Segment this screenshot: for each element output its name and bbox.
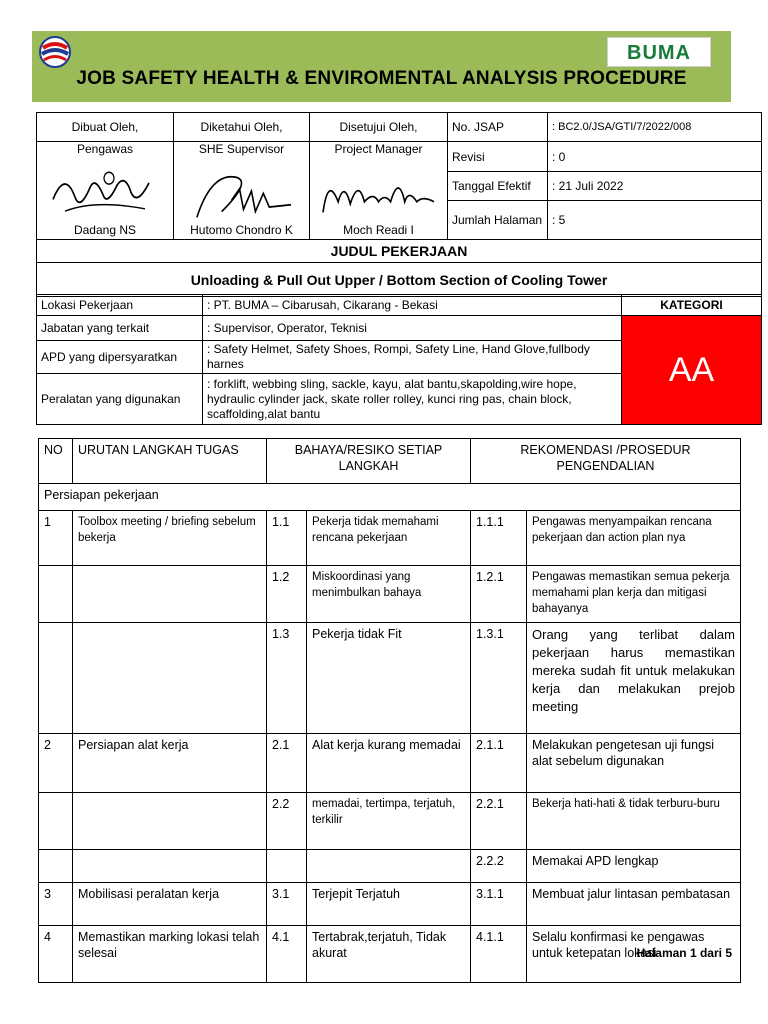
tools-label: Peralatan yang digunakan — [37, 374, 203, 425]
row-no — [39, 566, 73, 623]
positions-label: Jabatan yang terkait — [37, 316, 203, 341]
table-row — [39, 734, 741, 793]
tools-value: : forklift, webbing sling, sackle, kayu, alat bantu,skapolding,wire hope, hydraulic cylinder jack, skate roller rolley, kunci ring pas, chain block, scaffolding,alat bantu — [203, 374, 622, 425]
meta-value: : 5 — [548, 201, 762, 240]
row-control: Pengawas memastikan semua pekerja memahami plan kerja dan mitigasi bahayanya — [527, 566, 741, 623]
meta-label: Tanggal Efektif — [448, 172, 548, 201]
row-hazard-no: 1.3 — [267, 623, 307, 734]
row-no: 1 — [39, 511, 73, 566]
row-step: Memastikan marking lokasi telah selesai — [73, 926, 267, 983]
row-control-no: 4.1.1 — [471, 926, 527, 983]
row-hazard-no: 4.1 — [267, 926, 307, 983]
table-row — [39, 793, 741, 850]
approved-by-role: Project Manager — [334, 142, 423, 156]
row-hazard: Terjepit Terjatuh — [307, 883, 471, 926]
known-by-name: Hutomo Chondro K — [190, 223, 293, 237]
header-band — [32, 31, 731, 102]
page-number: Halaman 1 dari 5 — [636, 946, 732, 960]
row-control: Melakukan pengetesan uji fungsi alat sebelum digunakan — [527, 734, 741, 793]
row-no: 4 — [39, 926, 73, 983]
made-by-label: Dibuat Oleh, — [37, 113, 174, 142]
row-no — [39, 793, 73, 850]
row-hazard: Alat kerja kurang memadai — [307, 734, 471, 793]
details-table — [36, 294, 762, 425]
header-hazard: BAHAYA/RESIKO SETIAP LANGKAH — [267, 439, 471, 484]
category-label: KATEGORI — [622, 295, 762, 316]
positions-value: : Supervisor, Operator, Teknisi — [203, 316, 622, 341]
row-hazard-no: 1.2 — [267, 566, 307, 623]
row-hazard: Tertabrak,terjatuh, Tidak akurat — [307, 926, 471, 983]
meta-label: Jumlah Halaman — [448, 201, 548, 240]
row-hazard: Pekerja tidak Fit — [307, 623, 471, 734]
row-control: Membuat jalur lintasan pembatasan — [527, 883, 741, 926]
meta-value: : BC2.0/JSA/GTI/7/2022/008 — [548, 113, 762, 142]
ppe-value: : Safety Helmet, Safety Shoes, Rompi, Safety Line, Hand Glove,fullbody harnes — [203, 341, 622, 374]
row-hazard: memadai, tertimpa, terjatuh, terkilir — [307, 793, 471, 850]
company-logo-icon — [37, 34, 73, 70]
page-title: JOB SAFETY HEALTH & ENVIROMENTAL ANALYSIS PROCEDURE — [76, 68, 687, 89]
signature-icon — [182, 166, 301, 223]
meta-value: : 21 Juli 2022 — [548, 172, 762, 201]
row-no — [39, 623, 73, 734]
row-no: 2 — [39, 734, 73, 793]
row-control-no: 3.1.1 — [471, 883, 527, 926]
row-hazard-no: 1.1 — [267, 511, 307, 566]
row-hazard: Miskoordinasi yang menimbulkan bahaya — [307, 566, 471, 623]
row-control-no: 2.1.1 — [471, 734, 527, 793]
approved-by-cell — [310, 142, 448, 240]
known-by-label: Diketahui Oleh, — [174, 113, 310, 142]
table-row — [39, 926, 741, 983]
row-control: Pengawas menyampaikan rencana pekerjaan dan action plan nya — [527, 511, 741, 566]
made-by-name: Dadang NS — [73, 223, 137, 237]
section-title: Persiapan pekerjaan — [39, 484, 741, 511]
made-by-cell — [37, 142, 174, 240]
header-control: REKOMENDASI /PROSEDUR PENGENDALIAN — [471, 439, 741, 484]
approved-by-label: Disetujui Oleh, — [310, 113, 448, 142]
row-control: Bekerja hati-hati & tidak terburu-buru — [527, 793, 741, 850]
row-step — [73, 623, 267, 734]
row-control: Memakai APD lengkap — [527, 850, 741, 883]
table-row — [39, 883, 741, 926]
signature-icon — [45, 164, 165, 223]
row-control-no: 2.2.2 — [471, 850, 527, 883]
table-row — [39, 850, 741, 883]
row-step: Mobilisasi peralatan kerja — [73, 883, 267, 926]
row-control-no: 1.2.1 — [471, 566, 527, 623]
location-value: : PT. BUMA – Cibarusah, Cikarang - Bekasi — [203, 295, 622, 316]
job-title-label: JUDUL PEKERJAAN — [37, 240, 762, 263]
row-step: Persiapan alat kerja — [73, 734, 267, 793]
signature-icon — [318, 170, 439, 223]
table-row — [39, 566, 741, 623]
meta-label: Revisi — [448, 142, 548, 172]
approved-by-name: Moch Readi I — [343, 223, 414, 237]
row-step — [73, 850, 267, 883]
row-control-no: 1.1.1 — [471, 511, 527, 566]
row-hazard: Pekerja tidak memahami rencana pekerjaan — [307, 511, 471, 566]
header-no: NO — [39, 439, 73, 484]
brand-logo: BUMA — [607, 37, 711, 67]
header-step: URUTAN LANGKAH TUGAS — [73, 439, 267, 484]
ppe-label: APD yang dipersyaratkan — [37, 341, 203, 374]
row-control-no: 1.3.1 — [471, 623, 527, 734]
row-step — [73, 793, 267, 850]
row-hazard-no: 2.1 — [267, 734, 307, 793]
known-by-role: SHE Supervisor — [198, 142, 285, 156]
table-row — [39, 511, 741, 566]
category-badge: AA — [622, 316, 762, 425]
row-hazard-no: 2.2 — [267, 793, 307, 850]
job-title: Unloading & Pull Out Upper / Bottom Section of Cooling Tower — [37, 263, 762, 297]
row-hazard-no — [267, 850, 307, 883]
row-no: 3 — [39, 883, 73, 926]
row-no — [39, 850, 73, 883]
jsa-table — [38, 438, 741, 983]
row-step: Toolbox meeting / briefing sebelum bekerja — [73, 511, 267, 566]
table-row — [39, 623, 741, 734]
meta-value: : 0 — [548, 142, 762, 172]
row-control-no: 2.2.1 — [471, 793, 527, 850]
row-control: Selalu konfirmasi ke pengawas untuk ketepatan lokasi — [527, 926, 741, 983]
known-by-cell — [174, 142, 310, 240]
row-step — [73, 566, 267, 623]
location-label: Lokasi Pekerjaan — [37, 295, 203, 316]
row-hazard — [307, 850, 471, 883]
row-hazard-no: 3.1 — [267, 883, 307, 926]
row-control: Orang yang terlibat dalam pekerjaan harus memastikan mereka sudah fit untuk melakukan kerja dan melakukan prejob meeting — [527, 623, 741, 734]
meta-label: No. JSAP — [448, 113, 548, 142]
made-by-role: Pengawas — [76, 142, 134, 156]
approval-table — [36, 112, 762, 297]
